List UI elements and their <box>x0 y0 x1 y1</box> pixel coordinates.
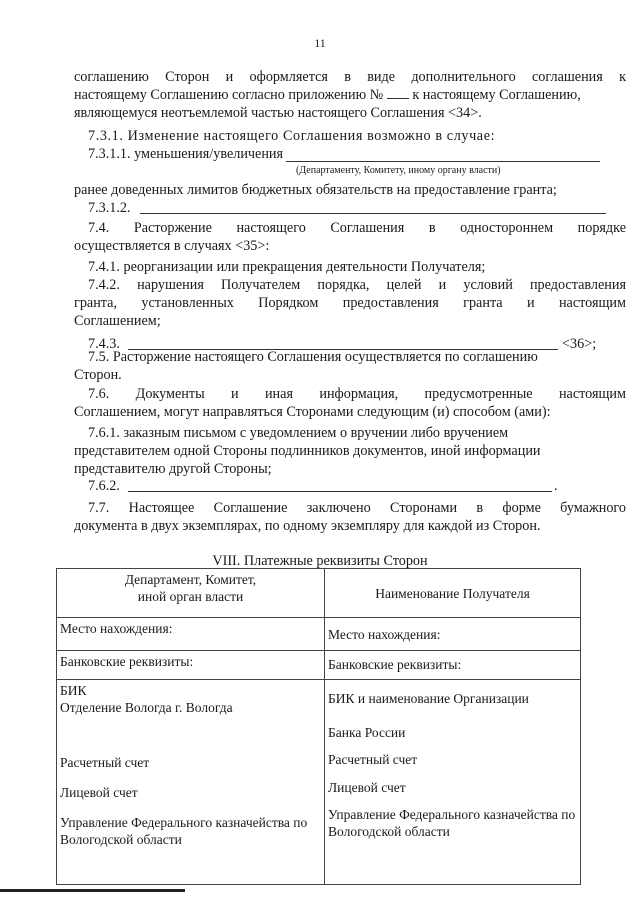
table-cell: Банковские реквизиты: <box>57 651 325 680</box>
personal-account-label: Лицевой счет <box>60 785 138 800</box>
clause-7-6-1: 7.6.1. заказным письмом с уведомлением о вручении либо вручением <box>88 425 509 441</box>
table-cell: Место нахождения: <box>325 618 581 651</box>
fill-line <box>286 161 600 162</box>
clause-7-6: 7.6. Документы и иная информация, предусмотренные настоящим <box>88 386 626 402</box>
paragraph-line: Соглашением; <box>74 313 161 329</box>
paragraph-line: осуществляется в случаях <35>: <box>74 238 270 254</box>
bik-label: БИК и наименование Организации <box>328 691 529 706</box>
table-cell <box>325 680 581 885</box>
paragraph-line: Сторон. <box>74 367 122 383</box>
treasury-label: Управление Федерального казначейства по Вологодской области <box>60 815 308 847</box>
paragraph-line: являющемуся неотъемлемой частью настоящего Соглашения <34>. <box>74 105 482 121</box>
bik-label: БИК <box>60 683 87 698</box>
clause-7-6-2: 7.6.2. <box>88 478 120 494</box>
clause-7-7: 7.7. Настоящее Соглашение заключено Сторонами в форме бумажного <box>88 500 626 516</box>
field-hint: (Департаменту, Комитету, иному органу власти) <box>296 165 501 176</box>
table-row <box>57 680 581 885</box>
account-label: Расчетный счет <box>328 752 418 767</box>
fill-line <box>128 491 552 492</box>
clause-7-4: 7.4. Расторжение настоящего Соглашения в одностороннем порядке <box>88 220 626 236</box>
clause-7-3-1-2: 7.3.1.2. <box>88 200 131 216</box>
fill-line <box>140 213 606 214</box>
paragraph-line: представителем одной Стороны подлинников документов, иной информации <box>74 443 541 459</box>
paragraph-line-part: настоящему Соглашению согласно приложению № <box>74 87 384 103</box>
treasury-label: Управление Федерального казначейства по Вологодской области <box>328 807 576 839</box>
paragraph-line: гранта, установленных Порядком предоставления гранта и настоящим <box>74 295 626 311</box>
clause-7-3-1-1: 7.3.1.1. уменьшения/увеличения <box>88 146 284 162</box>
paragraph-line: ранее доведенных лимитов бюджетных обязательств на предоставление гранта; <box>74 182 557 198</box>
table-header-row <box>57 569 581 618</box>
period: . <box>554 478 558 494</box>
header-line: Департамент, Комитет, <box>124 572 257 587</box>
clause-7-4-2: 7.4.2. нарушения Получателем порядка, целей и условий предоставления <box>88 277 626 293</box>
table-row <box>57 618 581 651</box>
paragraph-line: документа в двух экземплярах, по одному экземпляру для каждой из Сторон. <box>74 518 541 534</box>
paragraph-line <box>74 86 626 104</box>
table-cell: Место нахождения: <box>57 618 325 651</box>
paragraph-line: Соглашением, могут направляться Сторонами следующим (и) способом (ами): <box>74 404 551 420</box>
table-cell <box>57 680 325 885</box>
payment-details-table <box>56 568 581 885</box>
page-number: 11 <box>314 36 326 50</box>
table-row <box>57 651 581 680</box>
personal-account-label: Лицевой счет <box>328 780 406 795</box>
table-header-cell <box>57 569 325 618</box>
clause-7-4-1: 7.4.1. реорганизации или прекращения деятельности Получателя; <box>88 259 486 275</box>
account-label: Расчетный счет <box>60 755 150 770</box>
clause-7-5: 7.5. Расторжение настоящего Соглашения осуществляется по соглашению <box>88 349 538 365</box>
footnote-divider <box>0 889 185 892</box>
table-cell: Банковские реквизиты: <box>325 651 581 680</box>
clause-7-4-3: 7.4.3. <box>88 336 120 352</box>
paragraph-line: представителю другой Стороны; <box>74 461 272 477</box>
table-header-cell: Наименование Получателя <box>325 569 581 618</box>
clause-7-3-1: 7.3.1. Изменение настоящего Соглашения возможно в случае: <box>88 128 496 144</box>
footnote-ref: <36>; <box>562 336 597 352</box>
section-title: VIII. Платежные реквизиты Сторон <box>212 553 428 569</box>
bank-name: Банка России <box>328 725 406 740</box>
paragraph-line-part: к настоящему Соглашению, <box>412 87 581 103</box>
header-line: иной орган власти <box>137 589 244 604</box>
blank-field <box>387 86 409 99</box>
bank-name: Отделение Вологда г. Вологда <box>60 700 233 715</box>
paragraph-line: соглашению Сторон и оформляется в виде дополнительного соглашения к <box>74 69 626 85</box>
